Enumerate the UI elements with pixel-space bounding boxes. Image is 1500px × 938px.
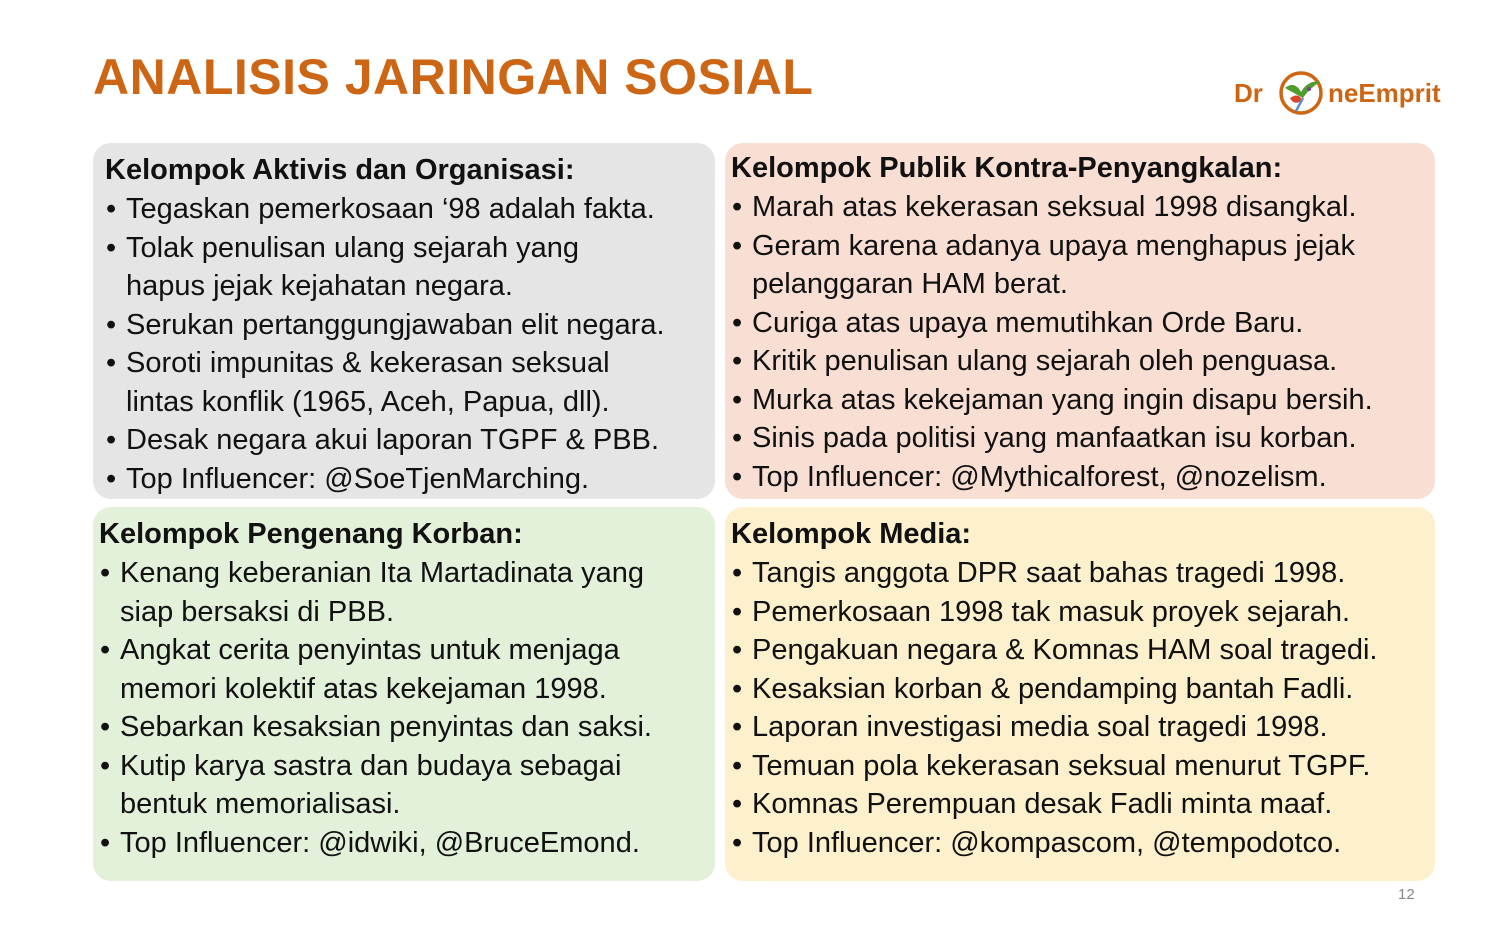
list-item: • Desak negara akui laporan TGPF & PBB. [105,421,715,460]
list-item: • Tolak penulisan ulang sejarah yang hapus jejak kejahatan negara. [105,229,715,306]
list-item: • Sinis pada politisi yang manfaatkan isu korban. [731,419,1435,458]
list-item: • Kutip karya sastra dan budaya sebagai bentuk memorialisasi. [99,747,715,824]
panel-kelompok-media [725,507,1435,881]
list-item: • Kritik penulisan ulang sejarah oleh penguasa. [731,342,1435,381]
panel-kelompok-publik [725,143,1435,499]
panel-kelompok-pengenang [93,507,715,881]
list-item: • Tegaskan pemerkosaan ‘98 adalah fakta. [105,190,715,229]
bullet-list [731,554,1435,862]
list-item: • Kesaksian korban & pendamping bantah Fadli. [731,670,1435,709]
list-item: • Sebarkan kesaksian penyintas dan saksi. [99,708,715,747]
drone-emprit-logo [1232,66,1442,126]
list-item: • Serukan pertanggungjawaban elit negara. [105,306,715,345]
bird-logo-icon [1276,68,1326,118]
list-item: • Angkat cerita penyintas untuk menjaga memori kolektif atas kekejaman 1998. [99,631,715,708]
list-item: • Pemerkosaan 1998 tak masuk proyek sejarah. [731,593,1435,632]
list-item: • Pengakuan negara & Komnas HAM soal tragedi. [731,631,1435,670]
list-item: • Top Influencer: @idwiki, @BruceEmond. [99,824,715,863]
list-item: • Soroti impunitas & kekerasan seksual lintas konflik (1965, Aceh, Papua, dll). [105,344,715,421]
logo-text-right: neEmprit [1328,78,1441,108]
logo-text-left: Dr [1234,78,1263,108]
list-item: • Marah atas kekerasan seksual 1998 disangkal. [731,188,1435,227]
list-item: • Temuan pola kekerasan seksual menurut TGPF. [731,747,1435,786]
list-item: • Geram karena adanya upaya menghapus jejak pelanggaran HAM berat. [731,227,1435,304]
slide-title: ANALISIS JARINGAN SOSIAL [93,49,814,105]
list-item: • Tangis anggota DPR saat bahas tragedi 1998. [731,554,1435,593]
panel-heading: Kelompok Publik Kontra-Penyangkalan: [731,152,1283,184]
list-item: • Top Influencer: @Mythicalforest, @nozelism. [731,458,1435,497]
list-item: • Top Influencer: @kompascom, @tempodotco. [731,824,1435,863]
list-item: • Top Influencer: @SoeTjenMarching. [105,460,715,499]
list-item: • Komnas Perempuan desak Fadli minta maaf. [731,785,1435,824]
bullet-list [105,190,715,498]
panel-heading: Kelompok Media: [731,518,972,550]
list-item: • Curiga atas upaya memutihkan Orde Baru. [731,304,1435,343]
list-item: • Murka atas kekejaman yang ingin disapu bersih. [731,381,1435,420]
page-number: 12 [1398,886,1415,903]
panel-kelompok-aktivis [93,143,715,499]
list-item: • Laporan investigasi media soal tragedi 1998. [731,708,1435,747]
panel-heading: Kelompok Aktivis dan Organisasi: [105,154,575,186]
panel-heading: Kelompok Pengenang Korban: [99,518,523,550]
bullet-list [99,554,715,862]
bullet-list [731,188,1435,496]
list-item: • Kenang keberanian Ita Martadinata yang siap bersaksi di PBB. [99,554,715,631]
